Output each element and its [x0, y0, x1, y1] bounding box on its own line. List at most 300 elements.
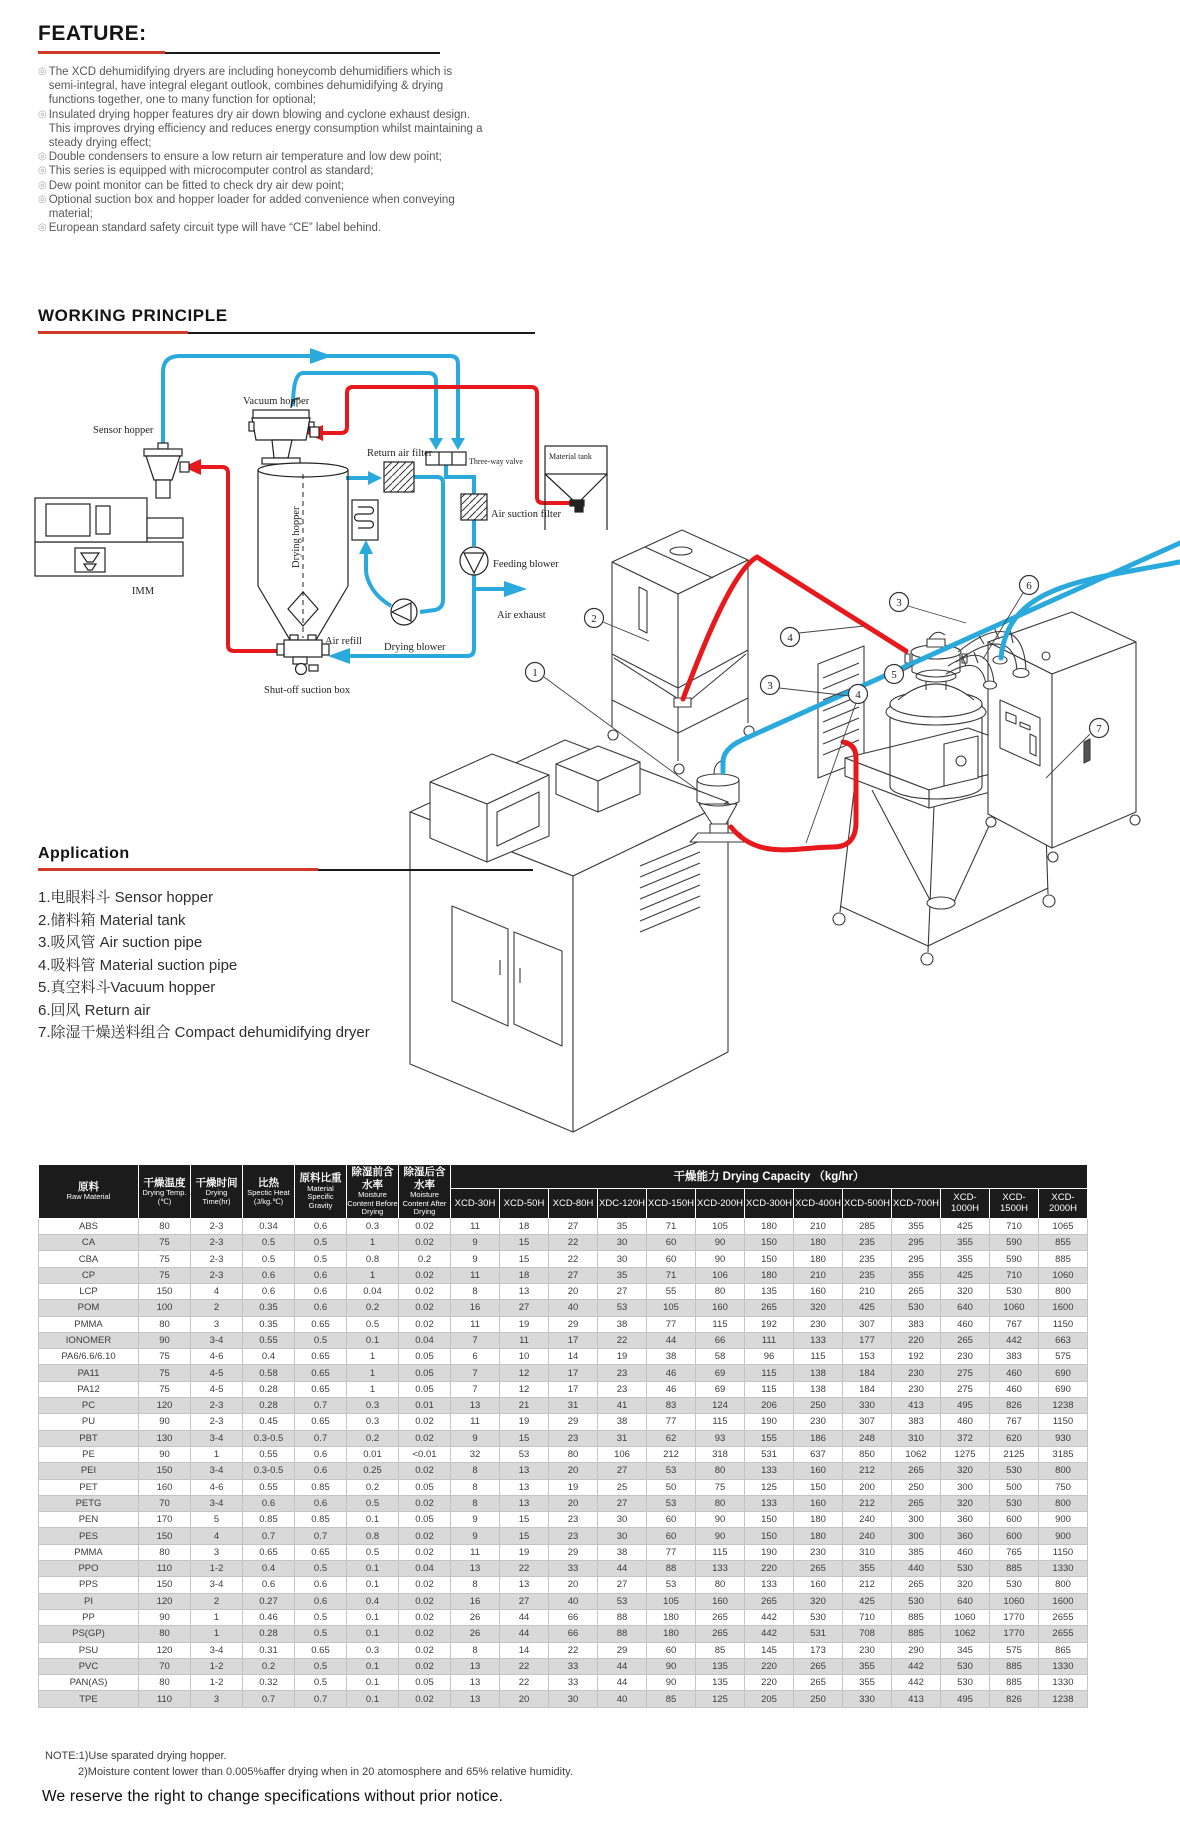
- value-cell: 600: [990, 1528, 1039, 1544]
- note-line: 2)Moisture content lower than 0.005%affer drying when in 20 atomosphere and 65% relative humidity.: [78, 1766, 573, 1778]
- value-cell: 19: [500, 1544, 549, 1560]
- svg-text:2: 2: [591, 613, 597, 625]
- value-cell: 0.58: [243, 1365, 295, 1381]
- value-cell: 0.5: [295, 1609, 347, 1625]
- value-cell: 69: [696, 1365, 745, 1381]
- svg-text:4: 4: [855, 689, 861, 701]
- value-cell: 425: [843, 1593, 892, 1609]
- value-cell: 105: [696, 1218, 745, 1234]
- application-title: Application: [38, 845, 130, 862]
- value-cell: 235: [843, 1235, 892, 1251]
- material-cell: PETG: [39, 1495, 139, 1511]
- value-cell: 44: [647, 1332, 696, 1348]
- material-cell: IONOMER: [39, 1332, 139, 1348]
- value-cell: 0.1: [347, 1609, 399, 1625]
- value-cell: 206: [745, 1398, 794, 1414]
- value-cell: 708: [843, 1626, 892, 1642]
- value-cell: 385: [892, 1544, 941, 1560]
- spec-table: [38, 1164, 1088, 1708]
- value-cell: 13: [451, 1658, 500, 1674]
- value-cell: 0.5: [295, 1675, 347, 1691]
- value-cell: 106: [598, 1446, 647, 1462]
- drying-hopper-label: Drying hopper: [291, 506, 302, 568]
- value-cell: 135: [696, 1658, 745, 1674]
- bullet-icon: ◎: [38, 222, 47, 234]
- value-cell: 1330: [1039, 1675, 1088, 1691]
- value-cell: 230: [892, 1365, 941, 1381]
- spec-table-head: [39, 1165, 1088, 1219]
- value-cell: 125: [696, 1691, 745, 1707]
- value-cell: 44: [598, 1561, 647, 1577]
- value-cell: 530: [941, 1561, 990, 1577]
- value-cell: 220: [745, 1658, 794, 1674]
- value-cell: 46: [647, 1365, 696, 1381]
- value-cell: 230: [794, 1414, 843, 1430]
- feature-section: [38, 22, 483, 235]
- value-cell: 80: [139, 1626, 191, 1642]
- value-cell: 30: [598, 1251, 647, 1267]
- value-cell: 19: [500, 1316, 549, 1332]
- value-cell: 240: [843, 1512, 892, 1528]
- value-cell: 2-3: [191, 1235, 243, 1251]
- value-cell: 310: [843, 1544, 892, 1560]
- value-cell: 800: [1039, 1495, 1088, 1511]
- svg-text:4: 4: [787, 632, 793, 644]
- value-cell: 11: [451, 1316, 500, 1332]
- value-cell: 8: [451, 1577, 500, 1593]
- value-cell: 0.7: [295, 1398, 347, 1414]
- value-cell: 355: [843, 1561, 892, 1577]
- value-cell: 29: [549, 1414, 598, 1430]
- value-cell: 115: [794, 1349, 843, 1365]
- value-cell: 6: [451, 1349, 500, 1365]
- material-cell: PAN(AS): [39, 1675, 139, 1691]
- material-cell: PSU: [39, 1642, 139, 1658]
- value-cell: 2-3: [191, 1414, 243, 1430]
- value-cell: 0.5: [347, 1544, 399, 1560]
- feature-bullet: [38, 164, 483, 178]
- table-row: [39, 1495, 1088, 1511]
- table-row: [39, 1691, 1088, 1707]
- isometric-diagram: [395, 485, 1180, 1150]
- value-cell: 0.65: [295, 1381, 347, 1397]
- value-cell: 355: [892, 1218, 941, 1234]
- value-cell: 220: [745, 1675, 794, 1691]
- value-cell: 80: [696, 1283, 745, 1299]
- value-cell: 0.02: [399, 1463, 451, 1479]
- column-header-2: 干燥时间 Drying Time(hr): [191, 1165, 243, 1219]
- model-header: XDC-120H: [598, 1188, 647, 1218]
- sensor-hopper-label: Sensor hopper: [93, 425, 154, 436]
- value-cell: 150: [794, 1479, 843, 1495]
- air-suction-filter-label: Air suction filter: [491, 509, 561, 520]
- value-cell: 710: [990, 1218, 1039, 1234]
- value-cell: 9: [451, 1512, 500, 1528]
- value-cell: 13: [451, 1675, 500, 1691]
- application-item: 7.除湿干燥送料组合 Compact dehumidifying dryer: [38, 1024, 370, 1041]
- value-cell: 590: [990, 1251, 1039, 1267]
- value-cell: 290: [892, 1642, 941, 1658]
- value-cell: 0.5: [243, 1251, 295, 1267]
- value-cell: 1: [347, 1267, 399, 1283]
- value-cell: 21: [500, 1398, 549, 1414]
- table-row: [39, 1675, 1088, 1691]
- value-cell: 0.34: [243, 1218, 295, 1234]
- value-cell: 27: [549, 1218, 598, 1234]
- value-cell: 442: [745, 1626, 794, 1642]
- value-cell: 4: [191, 1283, 243, 1299]
- value-cell: 80: [549, 1446, 598, 1462]
- value-cell: 160: [794, 1463, 843, 1479]
- value-cell: 12: [500, 1365, 549, 1381]
- value-cell: 575: [1039, 1349, 1088, 1365]
- value-cell: 135: [745, 1283, 794, 1299]
- value-cell: 23: [598, 1365, 647, 1381]
- svg-text:1: 1: [532, 667, 538, 679]
- value-cell: 30: [598, 1235, 647, 1251]
- imm-machine: [35, 498, 183, 576]
- value-cell: 0.02: [399, 1300, 451, 1316]
- value-cell: 120: [139, 1398, 191, 1414]
- shut-off-suction-box-label: Shut-off suction box: [264, 685, 351, 696]
- value-cell: 173: [794, 1642, 843, 1658]
- value-cell: 500: [990, 1479, 1039, 1495]
- value-cell: 0.7: [295, 1691, 347, 1707]
- value-cell: 265: [892, 1283, 941, 1299]
- value-cell: 0.25: [347, 1463, 399, 1479]
- value-cell: 265: [696, 1626, 745, 1642]
- table-row: [39, 1463, 1088, 1479]
- value-cell: 0.5: [295, 1332, 347, 1348]
- value-cell: 75: [139, 1235, 191, 1251]
- table-row: [39, 1544, 1088, 1560]
- table-row: [39, 1251, 1088, 1267]
- material-tank-label: Material tank: [549, 452, 592, 461]
- value-cell: 22: [500, 1658, 549, 1674]
- air-refill-label: Air refill: [325, 636, 363, 647]
- table-row: [39, 1218, 1088, 1234]
- value-cell: 355: [941, 1251, 990, 1267]
- value-cell: 383: [892, 1316, 941, 1332]
- value-cell: 0.7: [243, 1691, 295, 1707]
- value-cell: 1150: [1039, 1414, 1088, 1430]
- value-cell: 60: [647, 1235, 696, 1251]
- value-cell: 0.05: [399, 1381, 451, 1397]
- value-cell: 265: [745, 1300, 794, 1316]
- value-cell: 1238: [1039, 1691, 1088, 1707]
- value-cell: 13: [451, 1398, 500, 1414]
- value-cell: 2-3: [191, 1398, 243, 1414]
- value-cell: 53: [647, 1495, 696, 1511]
- value-cell: 90: [696, 1235, 745, 1251]
- value-cell: 150: [745, 1251, 794, 1267]
- value-cell: 425: [941, 1218, 990, 1234]
- value-cell: 900: [1039, 1528, 1088, 1544]
- value-cell: 800: [1039, 1283, 1088, 1299]
- value-cell: 295: [892, 1235, 941, 1251]
- value-cell: 0.5: [243, 1235, 295, 1251]
- value-cell: 637: [794, 1446, 843, 1462]
- material-cell: TPE: [39, 1691, 139, 1707]
- value-cell: 826: [990, 1691, 1039, 1707]
- value-cell: 1150: [1039, 1316, 1088, 1332]
- value-cell: 170: [139, 1512, 191, 1528]
- value-cell: 1: [347, 1365, 399, 1381]
- value-cell: 442: [990, 1332, 1039, 1348]
- model-header: XCD-400H: [794, 1188, 843, 1218]
- value-cell: 372: [941, 1430, 990, 1446]
- material-cell: PPO: [39, 1561, 139, 1577]
- value-cell: 180: [794, 1235, 843, 1251]
- value-cell: 15: [500, 1528, 549, 1544]
- value-cell: 22: [549, 1251, 598, 1267]
- value-cell: 248: [843, 1430, 892, 1446]
- value-cell: 3-4: [191, 1495, 243, 1511]
- value-cell: 3: [191, 1544, 243, 1560]
- material-tank-3d: [608, 530, 754, 774]
- application-item: 6.回风 Return air: [38, 1001, 151, 1019]
- vacuum-hopper: [249, 398, 319, 464]
- value-cell: 300: [892, 1512, 941, 1528]
- value-cell: 115: [696, 1414, 745, 1430]
- value-cell: 0.5: [295, 1561, 347, 1577]
- model-header: XCD-1500H: [990, 1188, 1039, 1218]
- value-cell: 240: [843, 1528, 892, 1544]
- value-cell: 35: [598, 1267, 647, 1283]
- value-cell: 230: [794, 1316, 843, 1332]
- value-cell: 620: [990, 1430, 1039, 1446]
- value-cell: 33: [549, 1658, 598, 1674]
- value-cell: 1: [347, 1235, 399, 1251]
- value-cell: 8: [451, 1479, 500, 1495]
- material-cell: PMMA: [39, 1544, 139, 1560]
- table-row: [39, 1577, 1088, 1593]
- value-cell: 1150: [1039, 1544, 1088, 1560]
- value-cell: 530: [990, 1283, 1039, 1299]
- bullet-icon: ◎: [38, 179, 47, 191]
- value-cell: 0.1: [347, 1577, 399, 1593]
- value-cell: 0.6: [243, 1577, 295, 1593]
- application-item: 5.真空料斗Vacuum hopper: [38, 979, 216, 996]
- value-cell: 7: [451, 1381, 500, 1397]
- value-cell: 30: [598, 1528, 647, 1544]
- value-cell: 320: [941, 1463, 990, 1479]
- bullet-icon: ◎: [38, 151, 47, 163]
- material-cell: CP: [39, 1267, 139, 1283]
- working-principle-title: WORKING PRINCIPLE: [38, 306, 228, 325]
- column-header-5: 除湿前含水率 Moisture Content Before Drying: [347, 1165, 399, 1219]
- column-header-3: 比热 Spectic Heat (J/kg.℃): [243, 1165, 295, 1219]
- value-cell: 27: [598, 1283, 647, 1299]
- value-cell: 38: [598, 1316, 647, 1332]
- value-cell: 77: [647, 1316, 696, 1332]
- value-cell: 17: [549, 1381, 598, 1397]
- value-cell: 640: [941, 1300, 990, 1316]
- value-cell: 0.65: [243, 1544, 295, 1560]
- value-cell: 23: [549, 1512, 598, 1528]
- value-cell: 4-6: [191, 1349, 243, 1365]
- value-cell: 885: [1039, 1251, 1088, 1267]
- value-cell: 75: [696, 1479, 745, 1495]
- value-cell: 0.5: [295, 1658, 347, 1674]
- value-cell: 0.6: [295, 1300, 347, 1316]
- value-cell: 885: [990, 1561, 1039, 1577]
- value-cell: 0.65: [295, 1316, 347, 1332]
- value-cell: 27: [598, 1577, 647, 1593]
- value-cell: 530: [892, 1593, 941, 1609]
- value-cell: 2: [191, 1300, 243, 1316]
- table-row: [39, 1300, 1088, 1316]
- value-cell: 26: [451, 1626, 500, 1642]
- application-item: 4.吸料管 Material suction pipe: [38, 956, 238, 974]
- value-cell: 23: [549, 1430, 598, 1446]
- value-cell: 885: [990, 1658, 1039, 1674]
- value-cell: 1600: [1039, 1593, 1088, 1609]
- model-header: XCD-1000H: [941, 1188, 990, 1218]
- value-cell: 125: [745, 1479, 794, 1495]
- value-cell: 180: [647, 1609, 696, 1625]
- shut-off-suction-box: [277, 635, 329, 675]
- value-cell: 0.2: [347, 1300, 399, 1316]
- value-cell: 1065: [1039, 1218, 1088, 1234]
- value-cell: 345: [941, 1642, 990, 1658]
- feature-title: FEATURE:: [38, 22, 147, 45]
- value-cell: 235: [843, 1267, 892, 1283]
- value-cell: 50: [647, 1479, 696, 1495]
- value-cell: 8: [451, 1642, 500, 1658]
- value-cell: 3185: [1039, 1446, 1088, 1462]
- feature-rule: [38, 51, 440, 54]
- value-cell: 265: [794, 1561, 843, 1577]
- value-cell: 71: [647, 1218, 696, 1234]
- value-cell: 0.35: [243, 1316, 295, 1332]
- value-cell: 0.04: [399, 1561, 451, 1577]
- value-cell: 13: [500, 1283, 549, 1299]
- value-cell: 66: [549, 1626, 598, 1642]
- value-cell: 27: [549, 1267, 598, 1283]
- value-cell: 9: [451, 1430, 500, 1446]
- value-cell: 53: [647, 1463, 696, 1479]
- value-cell: 235: [843, 1251, 892, 1267]
- value-cell: 115: [745, 1381, 794, 1397]
- value-cell: 355: [941, 1235, 990, 1251]
- value-cell: 75: [139, 1251, 191, 1267]
- value-cell: 0.46: [243, 1609, 295, 1625]
- feature-bullet-text: Optional suction box and hopper loader for added convenience when conveying material;: [48, 193, 455, 221]
- value-cell: 27: [500, 1593, 549, 1609]
- spec-table-body: [39, 1218, 1088, 1707]
- value-cell: 190: [745, 1544, 794, 1560]
- value-cell: 53: [500, 1446, 549, 1462]
- value-cell: 320: [941, 1495, 990, 1511]
- value-cell: 865: [1039, 1642, 1088, 1658]
- drying-blower-label: Drying blower: [384, 642, 446, 653]
- value-cell: 160: [139, 1479, 191, 1495]
- value-cell: 900: [1039, 1512, 1088, 1528]
- value-cell: 600: [990, 1512, 1039, 1528]
- value-cell: 800: [1039, 1577, 1088, 1593]
- table-row: [39, 1316, 1088, 1332]
- value-cell: 44: [500, 1626, 549, 1642]
- value-cell: 69: [696, 1381, 745, 1397]
- value-cell: 133: [745, 1577, 794, 1593]
- value-cell: 250: [794, 1398, 843, 1414]
- value-cell: 22: [500, 1561, 549, 1577]
- value-cell: 180: [794, 1528, 843, 1544]
- value-cell: 0.02: [399, 1626, 451, 1642]
- value-cell: 90: [647, 1675, 696, 1691]
- callout-4a: [781, 626, 865, 647]
- value-cell: 0.65: [295, 1414, 347, 1430]
- value-cell: 0.4: [243, 1349, 295, 1365]
- value-cell: 0.1: [347, 1512, 399, 1528]
- value-cell: 115: [696, 1544, 745, 1560]
- value-cell: 530: [990, 1463, 1039, 1479]
- value-cell: 530: [794, 1609, 843, 1625]
- value-cell: 11: [451, 1414, 500, 1430]
- value-cell: 13: [500, 1495, 549, 1511]
- value-cell: 307: [843, 1316, 892, 1332]
- value-cell: 90: [139, 1414, 191, 1430]
- value-cell: 2-3: [191, 1218, 243, 1234]
- value-cell: 300: [892, 1528, 941, 1544]
- value-cell: 930: [1039, 1430, 1088, 1446]
- value-cell: 275: [941, 1381, 990, 1397]
- value-cell: 100: [139, 1300, 191, 1316]
- value-cell: 0.6: [295, 1495, 347, 1511]
- table-row: [39, 1332, 1088, 1348]
- table-row: [39, 1349, 1088, 1365]
- value-cell: 40: [598, 1691, 647, 1707]
- value-cell: 0.05: [399, 1349, 451, 1365]
- feature-bullet-text: European standard safety circuit type will have “CE” label behind.: [48, 222, 382, 235]
- value-cell: 1275: [941, 1446, 990, 1462]
- value-cell: 855: [1039, 1235, 1088, 1251]
- value-cell: 2655: [1039, 1609, 1088, 1625]
- value-cell: 7: [451, 1365, 500, 1381]
- column-header-4: 原料比重 Material Specific Gravity: [295, 1165, 347, 1219]
- value-cell: 210: [794, 1267, 843, 1283]
- value-cell: 531: [794, 1626, 843, 1642]
- value-cell: 20: [549, 1463, 598, 1479]
- value-cell: 0.02: [399, 1593, 451, 1609]
- value-cell: 22: [549, 1235, 598, 1251]
- bullet-icon: ◎: [38, 108, 47, 120]
- value-cell: 230: [892, 1381, 941, 1397]
- value-cell: 53: [598, 1593, 647, 1609]
- value-cell: 111: [745, 1332, 794, 1348]
- value-cell: 20: [549, 1495, 598, 1511]
- material-cell: PA6/6.6/6.10: [39, 1349, 139, 1365]
- value-cell: 355: [843, 1675, 892, 1691]
- value-cell: 767: [990, 1316, 1039, 1332]
- value-cell: 307: [843, 1414, 892, 1430]
- return-air-filter-label: Return air filter: [367, 448, 433, 459]
- value-cell: 150: [745, 1512, 794, 1528]
- callout-5: [885, 665, 915, 684]
- value-cell: 0.4: [347, 1593, 399, 1609]
- value-cell: 30: [549, 1691, 598, 1707]
- value-cell: 1770: [990, 1609, 1039, 1625]
- value-cell: 4-5: [191, 1381, 243, 1397]
- value-cell: 14: [500, 1642, 549, 1658]
- value-cell: 0.6: [243, 1267, 295, 1283]
- application-item: 2.储料箱 Material tank: [38, 911, 186, 929]
- value-cell: 0.85: [295, 1479, 347, 1495]
- value-cell: 0.3: [347, 1642, 399, 1658]
- value-cell: 9: [451, 1251, 500, 1267]
- value-cell: 663: [1039, 1332, 1088, 1348]
